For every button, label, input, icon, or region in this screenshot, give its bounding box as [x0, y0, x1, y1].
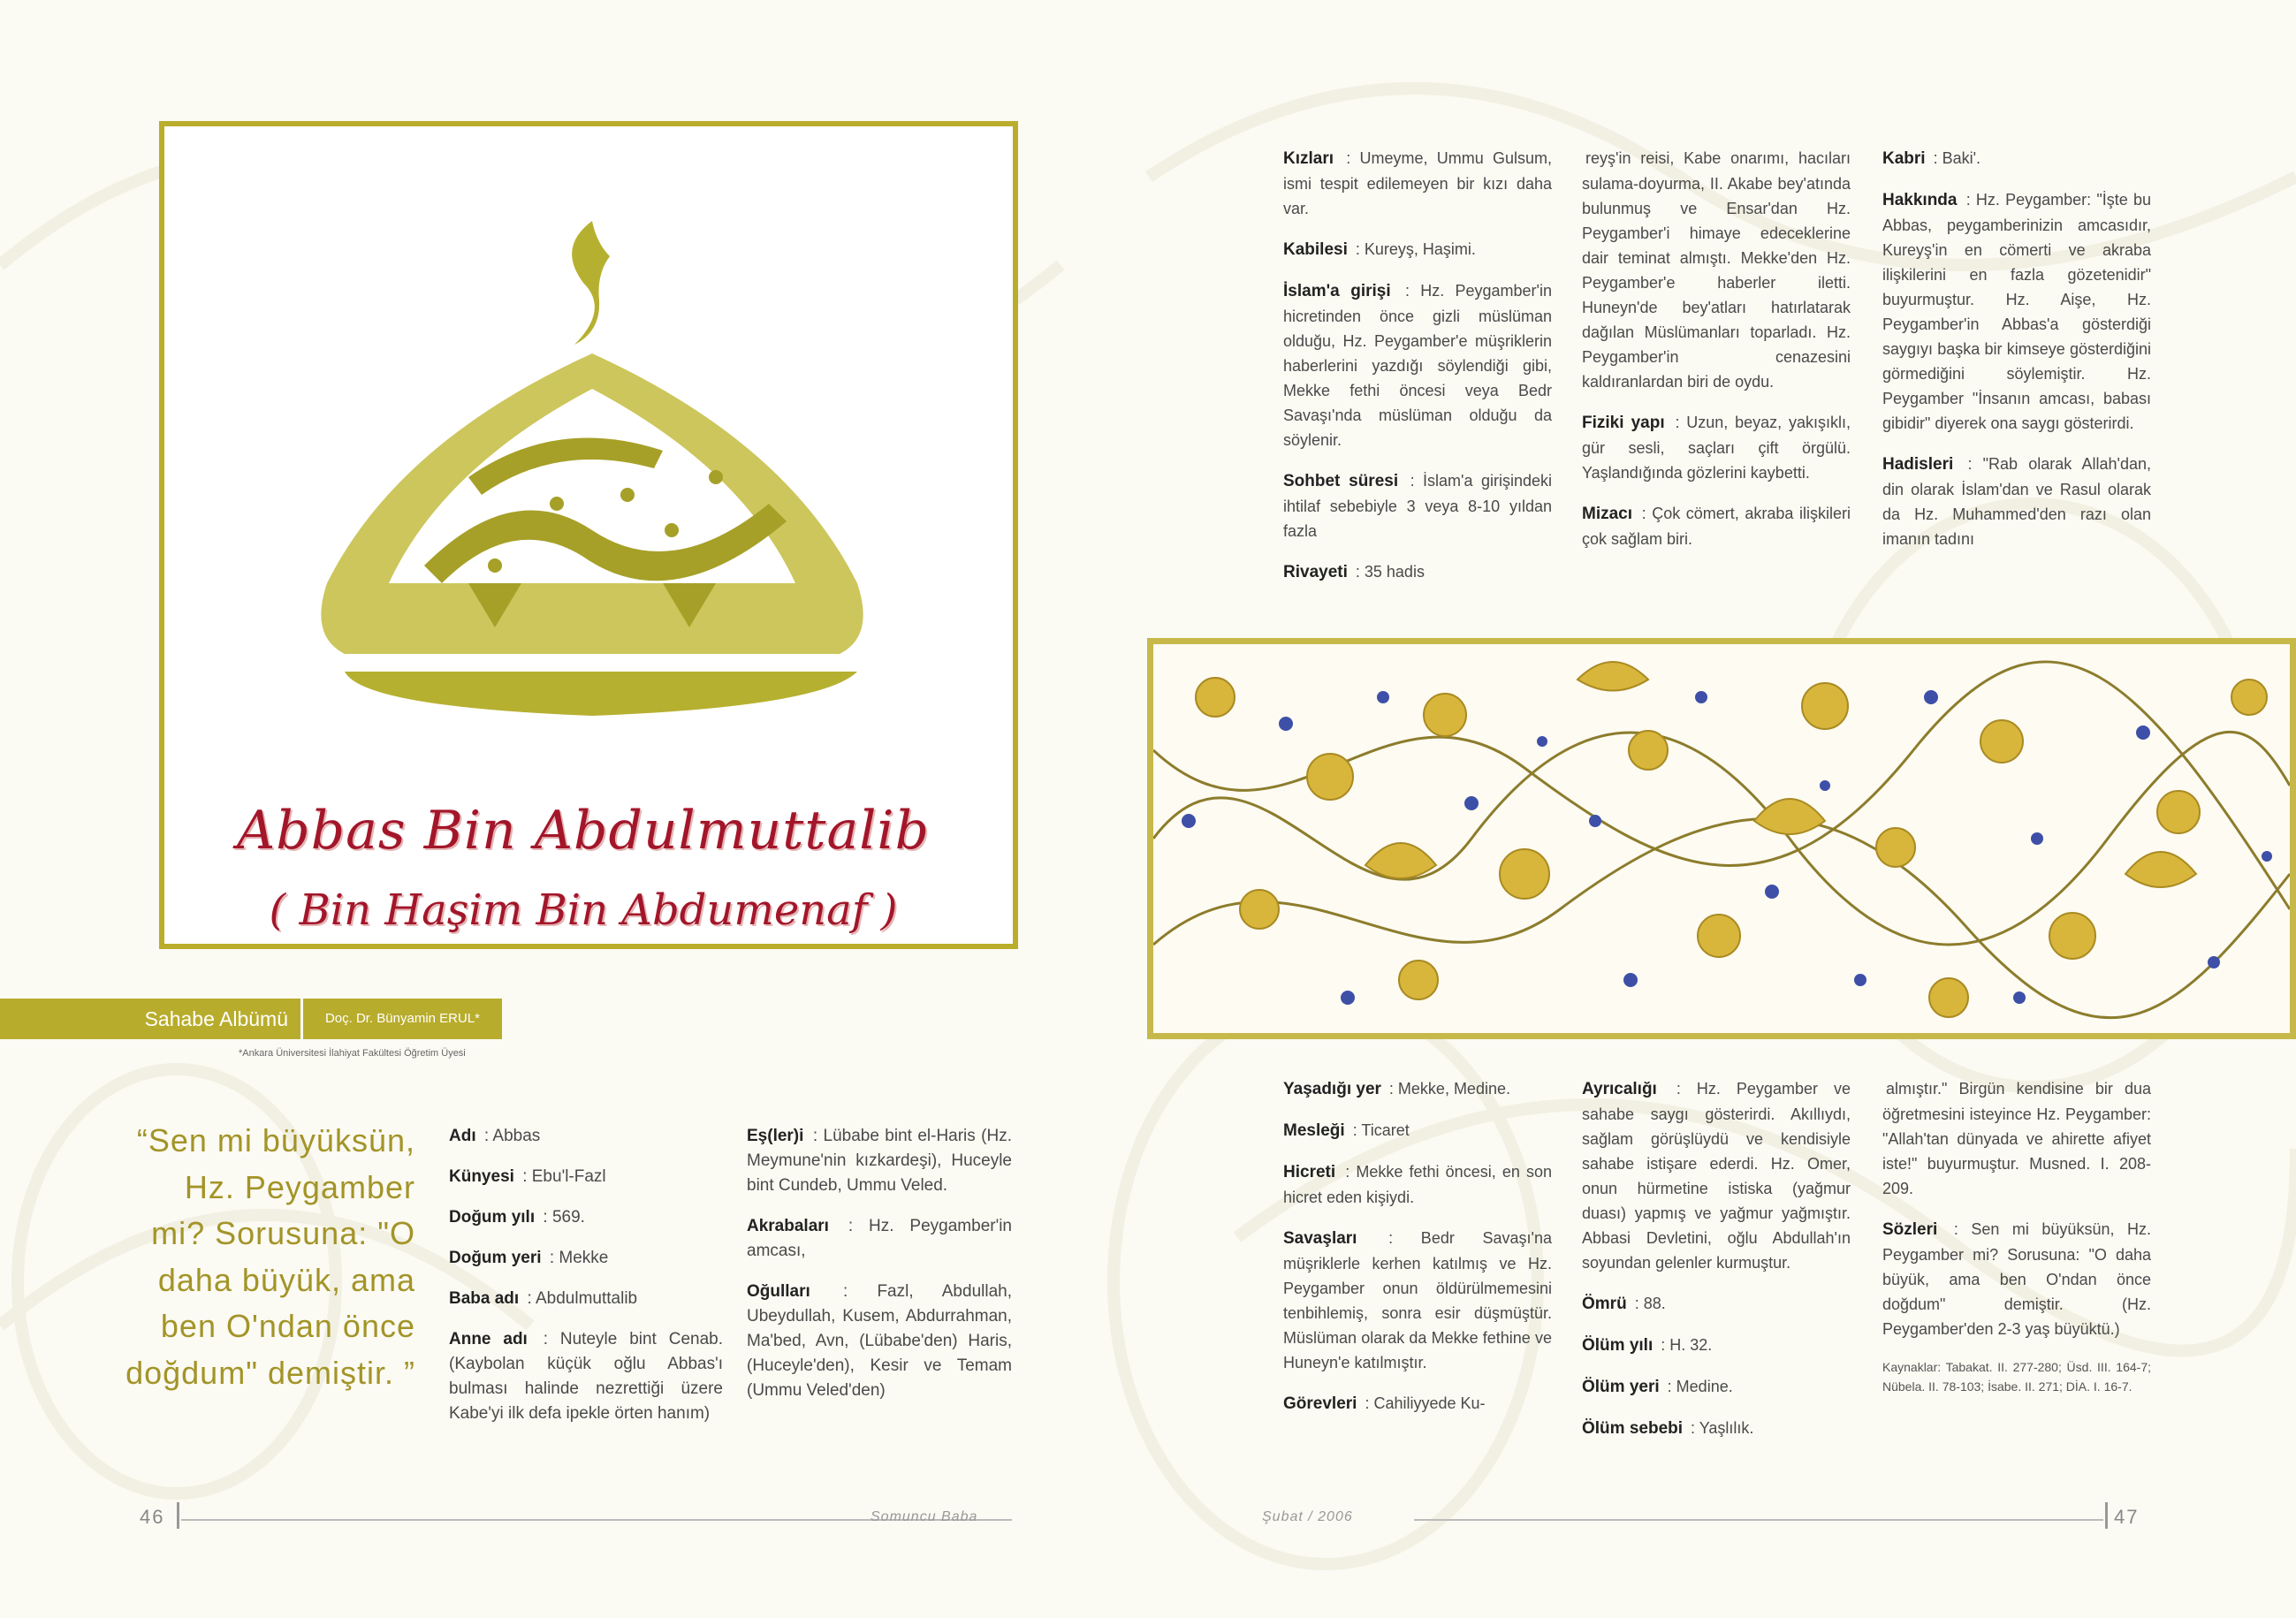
article-title: Abbas Bin Abdulmuttalib	[236, 800, 931, 862]
info-item: Hakkında : Hz. Peygamber: "İşte bu Abbas, peygamberinizin amcasıdır, Kureyş'in en cömerti ve akraba ilişkilerini en fazla gözetenidir" buyurmuştur. Hz. Aişe, Hz. Peygamber'in Abbas'a gösterdiği saygıyı başka bir kimseye gösterdiğini görmediğini söylemiştir. Hz. Peygamber "İnsanın amcası, babası gibidir" diyerek ona saygı gösterirdi.	[1882, 191, 2151, 432]
info-item: Adı : Abbas	[449, 1127, 541, 1145]
info-item: Rivayeti : 35 hadis	[1283, 563, 1425, 581]
info-item: Eş(ler)i : Lübabe bint el-Haris (Hz. Meymune'nin kızkardeşi), Huceyle bint Cundeb, Ummu Veled.	[747, 1127, 1012, 1195]
footer-rule-right	[1414, 1519, 2103, 1521]
info-item: Görevleri : Cahiliyyede Ku-	[1283, 1394, 1486, 1413]
floral-pattern-image	[1153, 644, 2290, 1033]
info-item: Doğum yeri : Mekke	[449, 1249, 609, 1267]
footer-date: Şubat / 2006	[1262, 1509, 1353, 1524]
info-item: Kabri : Baki'.	[1882, 149, 1981, 168]
info-item: Mizacı : Çok cömert, akraba ilişkileri çok sağlam biri.	[1582, 505, 1851, 548]
calligraphy-dome-image	[292, 212, 893, 725]
info-item: Anne adı : Nuteyle bint Cenab. (Kaybolan küçük oğlu Abbas'ı bulması halinde nezrettiği üzere Kabe'yi ilk defa ipekle örten hanım)	[449, 1330, 723, 1423]
author-note: *Ankara Üniversitesi İlahiyat Fakültesi Öğretim Üyesi	[239, 1048, 466, 1059]
info-item: Fiziki yapı : Uzun, beyaz, yakışıklı, gür sesli, saçları çift örgülü. Yaşlandığında gözlerini kaybetti.	[1582, 414, 1851, 482]
info-item: Sözleri : Sen mi büyüksün, Hz. Peygamber mi? Sorusuna: "O daha büyük, ama ben O'ndan önce doğdum" demiştir. (Hz. Peygamber'den 2-3 yaş büyüktü.)	[1882, 1220, 2151, 1338]
pull-quote: “Sen mi büyüksün, Hz. Peygamber mi? Sorusuna: "O daha büyük, ama ben O'ndan önce doğdum" demiştir. ”	[125, 1122, 415, 1391]
info-item: Ayrıcalığı : Hz. Peygamber ve sahabe saygı gösterirdi. Akıllıydı, sağlam görüşlüydü ve kendisiyle sahabe istişare ederdi. Hz. Omer, onun hürmetine istiska (yağmur duası) yapmış ve yağmur yağmıştır. Abbasi Devletini, oğlu Abdullah'ın soyundan gelenler kurmuştur.	[1582, 1080, 1851, 1272]
info-item: Ölüm yeri : Medine.	[1582, 1378, 1733, 1396]
right-top-column-1	[1283, 146, 1552, 601]
info-item: Ölüm sebebi : Yaşlılık.	[1582, 1419, 1754, 1438]
footer-magazine: Somuncu Baba	[871, 1509, 978, 1524]
left-column-2	[747, 1124, 1012, 1419]
info-item: Kızları : Umeyme, Ummu Gulsum, ismi tespit edilemeyen bir kızı daha var.	[1283, 149, 1552, 217]
info-item: Hicreti : Mekke fethi öncesi, en son hicret eden kişiydi.	[1283, 1163, 1552, 1206]
section-label: Sahabe Albümü	[144, 1007, 288, 1030]
info-item: Ölüm yılı : H. 32.	[1582, 1336, 1713, 1355]
info-item: Akrabaları : Hz. Peygamber'in amcası,	[747, 1217, 1013, 1260]
info-item: Künyesi : Ebu'l-Fazl	[449, 1167, 606, 1186]
info-item: Doğum yılı : 569.	[449, 1208, 585, 1227]
info-item: Sohbet süresi : İslam'a girişindeki ihtilaf sebebiyle 3 veya 8-10 yıldan fazla	[1283, 472, 1552, 540]
info-item: reyş'in reisi, Kabe onarımı, hacıları sulama-doyurma, II. Akabe bey'atında bulunmuş ve Ensar'dan Hz. Peygamber'i himaye edeceklerine dair teminat almıştı. Mekke'den Hz. Peygamber'e haberler iletti. Huneyn'de bey'atları hatırlatarak dağılan Müslümanları toparladı. Hz. Peygamber'in cenazesini kaldıranlardan biri de oydu.	[1582, 149, 1851, 391]
right-bottom-column-2	[1582, 1076, 1851, 1457]
right-top-column-3	[1882, 146, 2151, 567]
left-column-1	[449, 1124, 723, 1442]
info-item: Savaşları : Bedr Savaşı'na müşriklerle kerhen katılmış ve Hz. Peygamber onun öldürülmemesini tenbihlemiş, sonra esir düşmüştür. Müslüman olarak da Mekke fethine ve Huneyn'e katılmıştır.	[1283, 1229, 1552, 1371]
article-subtitle: ( Bin Haşim Bin Abdumenaf )	[269, 885, 898, 935]
ornament-panel	[1147, 638, 2296, 1039]
info-item: Kabilesi : Kureyş, Haşimi.	[1283, 240, 1476, 259]
references: Kaynaklar: Tabakat. II. 277-280; Üsd. III. 164-7; Nübela. II. 78-103; İsabe. II. 271; DİA. I. 16-7.	[1882, 1360, 2151, 1394]
info-item: Baba adı : Abdulmuttalib	[449, 1289, 638, 1308]
footer-tick-right	[2105, 1502, 2108, 1529]
info-item: Mesleği : Ticaret	[1283, 1121, 1410, 1140]
author-label: Doç. Dr. Bünyamin ERUL*	[300, 999, 502, 1039]
right-bottom-column-1	[1283, 1076, 1552, 1432]
info-item: Yaşadığı yer : Mekke, Medine.	[1283, 1080, 1510, 1098]
info-item: Ömrü : 88.	[1582, 1295, 1666, 1313]
page-number-left: 46	[140, 1506, 165, 1528]
right-bottom-column-3	[1882, 1076, 2151, 1412]
page-number-right: 47	[2114, 1506, 2140, 1528]
info-item: Hadisleri : "Rab olarak Allah'dan, din olarak İslam'dan ve Rasul olarak da Hz. Muhammed'den razı olan imanın tadını	[1882, 455, 2151, 548]
right-top-column-2	[1582, 146, 1851, 567]
info-item: almıştır." Birgün kendisine bir dua öğretmesini isteyince Hz. Peygamber: "Allah'tan dünyada ve ahirette afiyet iste!" buyurmuştur. Musned. I. 208-209.	[1882, 1080, 2151, 1197]
info-item: Oğulları : Fazl, Abdullah, Ubeydullah, Kusem, Abdurrahman, Ma'bed, Avn, (Lübabe'den) Haris, (Huceyle'den), Kesir ve Temam (Ummu Veled'den)	[747, 1282, 1012, 1400]
footer-tick-left	[177, 1502, 179, 1529]
info-item: İslam'a girişi : Hz. Peygamber'in hicretinden önce gizli müslüman olduğu, Hz. Peygamber'e müşriklerin haberlerini yazdığı söylendiği gibi, Mekke fethi öncesi veya Bedr Savaşı'nda müslüman olduğu da söylenir.	[1283, 282, 1552, 449]
